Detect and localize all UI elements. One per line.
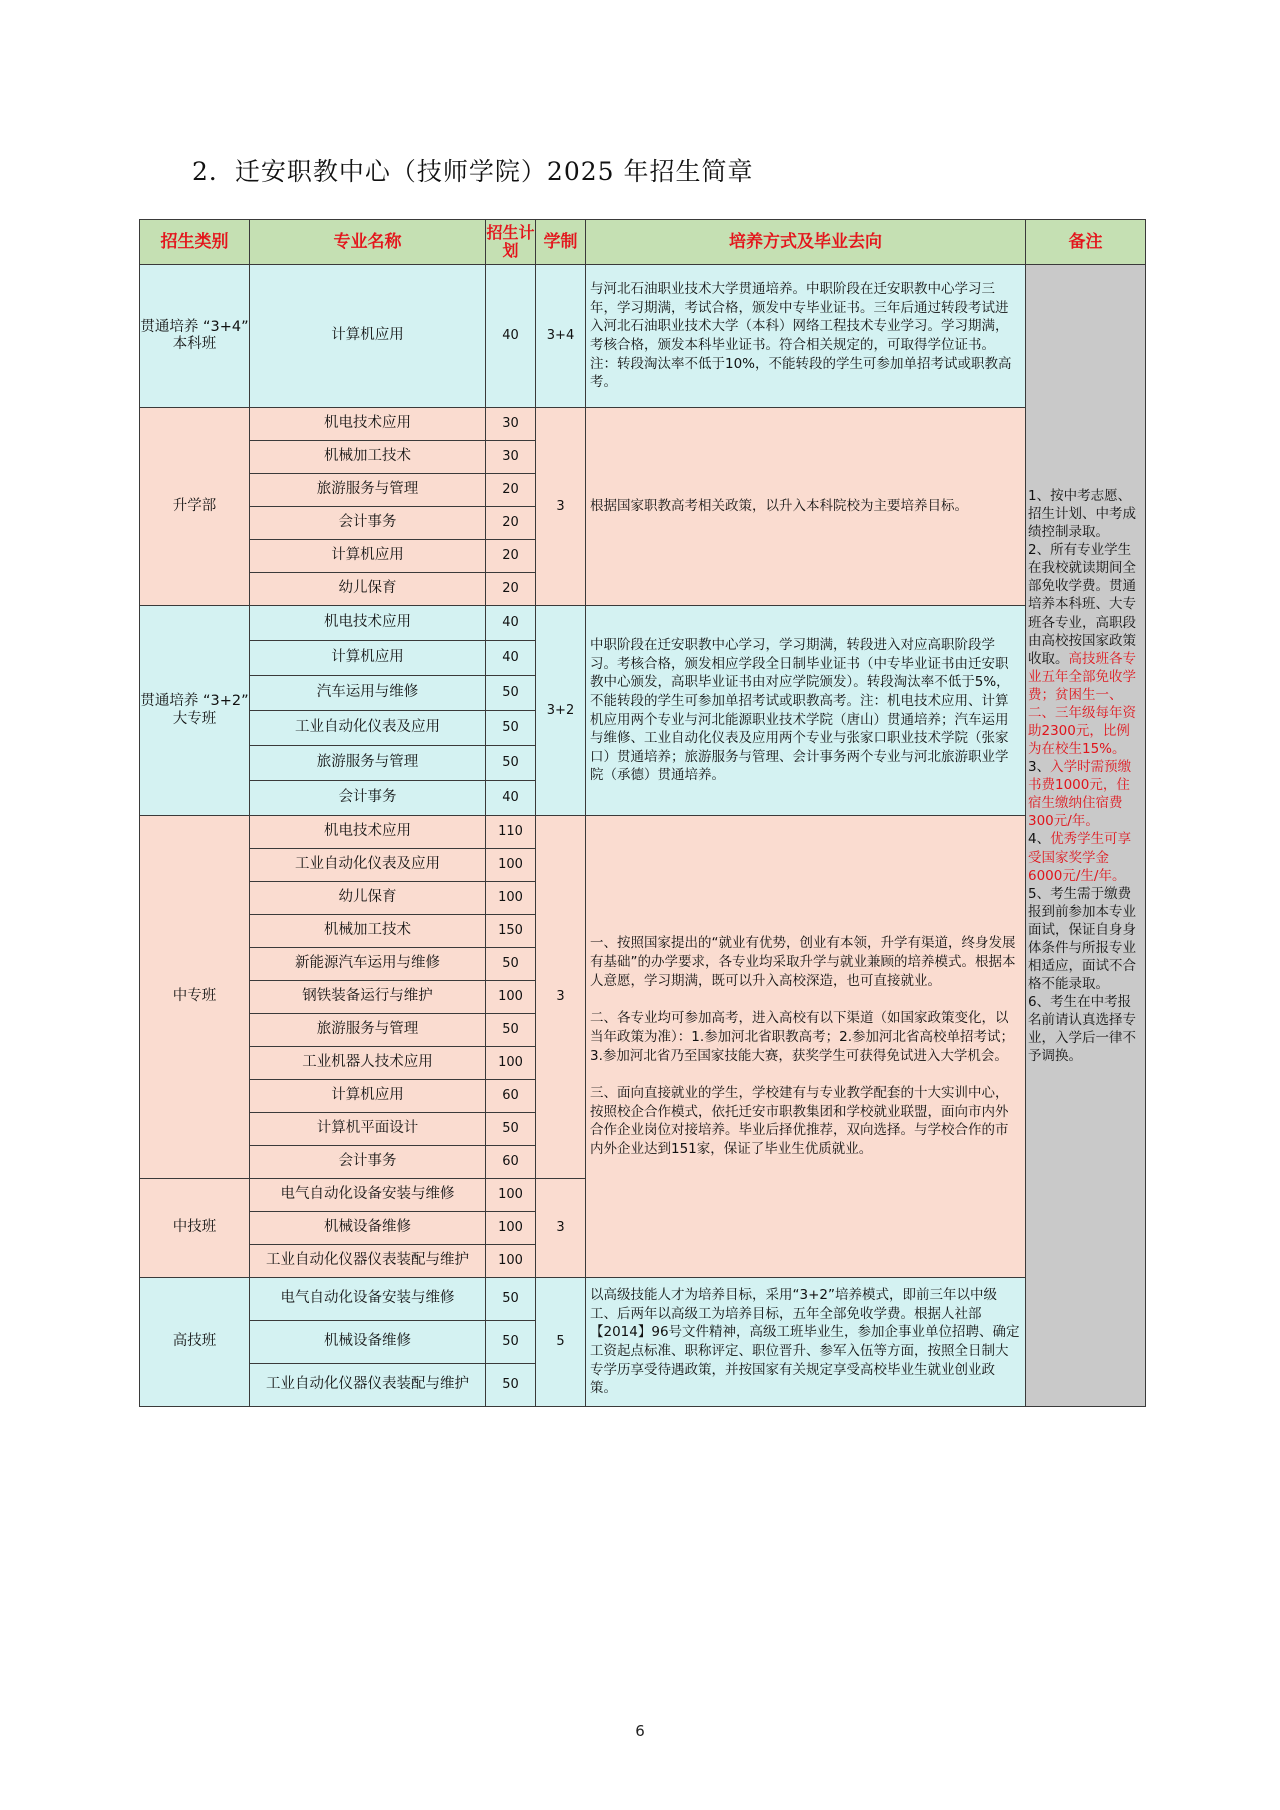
major-name: 幼儿保育 xyxy=(250,882,486,915)
major-name: 工业自动化仪器仪表装配与维护 xyxy=(250,1245,486,1278)
major-name: 工业自动化仪表及应用 xyxy=(250,849,486,882)
plan-count: 100 xyxy=(486,981,536,1014)
major-name: 工业机器人技术应用 xyxy=(250,1047,486,1080)
major-name: 会计事务 xyxy=(250,507,486,540)
header-training: 培养方式及毕业去向 xyxy=(586,220,1026,265)
major-name: 机电技术应用 xyxy=(250,606,486,641)
table-header-row xyxy=(140,220,1146,265)
description-paragraph: 中职阶段在迁安职教中心学习，学习期满，转段进入对应高职阶段学习。考核合格，颁发相应学段全日制毕业证书（中专毕业证书由迁安职教中心颁发，高职毕业证书由对应学院颁发）。转段淘汰率不低于5%，不能转段的学生可参加单招考试或职教高考。注：机电技术应用、计算机应用两个专业与河北能源职业技术学院（唐山）贯通培养；汽车运用与维修、工业自动化仪表及应用两个专业与张家口职业技术学院（张家口）贯通培养；旅游服务与管理、会计事务两个专业与河北旅游职业学院（承德）贯通培养。 xyxy=(590,637,1010,784)
major-name: 机械加工技术 xyxy=(250,441,486,474)
major-name: 计算机应用 xyxy=(250,1080,486,1113)
table-row xyxy=(140,816,1146,849)
note-2-highlight-tuition: 高技班各专业五年全部免收学费； xyxy=(1028,650,1136,703)
note-4-highlight: 优秀学生可享受国家奖学金6000元/生/年。 xyxy=(1028,831,1132,884)
training-description xyxy=(586,1278,1026,1407)
admissions-table xyxy=(139,219,1146,1407)
plan-count: 20 xyxy=(486,573,536,606)
category-cell: 升学部 xyxy=(140,408,250,606)
training-description xyxy=(586,408,1026,606)
major-name: 机械设备维修 xyxy=(250,1321,486,1364)
plan-count: 20 xyxy=(486,540,536,573)
major-name: 钢铁装备运行与维护 xyxy=(250,981,486,1014)
plan-count: 40 xyxy=(486,781,536,816)
plan-count: 100 xyxy=(486,849,536,882)
header-plan: 招生计划 xyxy=(486,220,536,265)
table-row xyxy=(140,265,1146,408)
years-cell: 3 xyxy=(536,816,586,1179)
plan-count: 100 xyxy=(486,1179,536,1212)
note-3 xyxy=(1028,758,1143,830)
header-major: 专业名称 xyxy=(250,220,486,265)
plan-count: 30 xyxy=(486,408,536,441)
header-notes: 备注 xyxy=(1026,220,1146,265)
major-name: 机电技术应用 xyxy=(250,408,486,441)
plan-count: 50 xyxy=(486,1321,536,1364)
major-name: 电气自动化设备安装与维修 xyxy=(250,1278,486,1321)
table-row xyxy=(140,606,1146,641)
table-row xyxy=(140,1278,1146,1321)
years-cell: 3 xyxy=(536,408,586,606)
plan-count: 100 xyxy=(486,1047,536,1080)
plan-count: 60 xyxy=(486,1080,536,1113)
major-name: 工业自动化仪表及应用 xyxy=(250,711,486,746)
training-description xyxy=(586,265,1026,408)
category-cell: 中专班 xyxy=(140,816,250,1179)
plan-count: 150 xyxy=(486,915,536,948)
category-cell: 高技班 xyxy=(140,1278,250,1407)
category-cell: 贯通培养 “3+4” 本科班 xyxy=(140,265,250,408)
header-category: 招生类别 xyxy=(140,220,250,265)
note-2-highlight-aid: 贫困生一、二、三年级每年资助2300元，比例为在校生15%。 xyxy=(1028,686,1136,758)
plan-count: 100 xyxy=(486,1245,536,1278)
plan-count: 50 xyxy=(486,711,536,746)
description-paragraph: 以高级技能人才为培养目标，采用“3+2”培养模式，即前三年以中级工、后两年以高级工为培养目标，五年全部免收学费。根据人社部【2014】96号文件精神，高级工班毕业生，参加企事业单位招聘、确定工资起点标准、职称评定、职位晋升、参军入伍等方面，按照全日制大专学历享受待遇政策，并按国家有关规定享受高校毕业生就业创业政策。 xyxy=(590,1287,1020,1397)
plan-count: 50 xyxy=(486,948,536,981)
plan-count: 50 xyxy=(486,1278,536,1321)
plan-count: 20 xyxy=(486,474,536,507)
plan-count: 40 xyxy=(486,265,536,408)
description-paragraph: 一、按照国家提出的“就业有优势，创业有本领，升学有渠道，终身发展有基础”的办学要求，各专业均采取升学与就业兼顾的培养模式。根据本人意愿，学习期满，既可以升入高校深造，也可直接就业。 xyxy=(590,935,1016,989)
note-2-text: 2、所有专业学生在我校就读期间全部免收学费。贯通培养本科班、大专班各专业，高职段由高校按国家政策收取。 xyxy=(1028,542,1136,667)
years-cell: 3 xyxy=(536,1179,586,1278)
header-years: 学制 xyxy=(536,220,586,265)
major-name: 机械设备维修 xyxy=(250,1212,486,1245)
major-name: 会计事务 xyxy=(250,1146,486,1179)
note-3-highlight: 入学时需预缴书费1000元，住宿生缴纳住宿费300元/年。 xyxy=(1028,759,1132,830)
plan-count: 100 xyxy=(486,1212,536,1245)
plan-count: 40 xyxy=(486,606,536,641)
note-2 xyxy=(1028,541,1143,758)
description-paragraph: 根据国家职教高考相关政策，以升入本科院校为主要培养目标。 xyxy=(590,498,968,515)
years-cell: 3+4 xyxy=(536,265,586,408)
plan-count: 50 xyxy=(486,1014,536,1047)
major-name: 工业自动化仪器仪表装配与维护 xyxy=(250,1364,486,1407)
major-name: 汽车运用与维修 xyxy=(250,676,486,711)
note-3-number: 3、 xyxy=(1028,759,1051,776)
major-name: 计算机应用 xyxy=(250,641,486,676)
training-description xyxy=(586,606,1026,816)
years-cell: 3+2 xyxy=(536,606,586,816)
training-description xyxy=(586,816,1026,1278)
plan-count: 100 xyxy=(486,882,536,915)
major-name: 计算机平面设计 xyxy=(250,1113,486,1146)
major-name: 机械加工技术 xyxy=(250,915,486,948)
description-paragraph: 二、各专业均可参加高考，进入高校有以下渠道（如国家政策变化，以当年政策为准）：1.参加河北省职教高考；2.参加河北省高校单招考试；3.参加河北省乃至国家技能大赛，获奖学生可获得免试进入大学机会。 xyxy=(590,1010,1015,1064)
category-cell: 中技班 xyxy=(140,1179,250,1278)
note-6: 6、考生在中考报名前请认真选择专业，入学后一律不予调换。 xyxy=(1028,994,1136,1065)
major-name: 电气自动化设备安装与维修 xyxy=(250,1179,486,1212)
page-title: 2．迁安职教中心（技师学院）2025 年招生简章 xyxy=(192,157,754,186)
note-1: 1、按中考志愿、招生计划、中考成绩控制录取。 xyxy=(1028,488,1136,541)
plan-count: 20 xyxy=(486,507,536,540)
major-name: 幼儿保育 xyxy=(250,573,486,606)
plan-count: 110 xyxy=(486,816,536,849)
description-paragraph: 与河北石油职业技术大学贯通培养。中职阶段在迁安职教中心学习三年，学习期满，考试合格，颁发中专毕业证书。三年后通过转段考试进入河北石油职业技术大学（本科）网络工程技术专业学习。学习期满，考核合格，颁发本科毕业证书。符合相关规定的，可取得学位证书。注：转段淘汰率不低于10%，不能转段的学生可参加单招考试或职教高考。 xyxy=(590,281,1012,391)
plan-count: 30 xyxy=(486,441,536,474)
plan-count: 50 xyxy=(486,746,536,781)
plan-count: 50 xyxy=(486,1364,536,1407)
plan-count: 40 xyxy=(486,641,536,676)
page-number: 6 xyxy=(635,1722,645,1740)
major-name: 会计事务 xyxy=(250,781,486,816)
plan-count: 50 xyxy=(486,676,536,711)
major-name: 旅游服务与管理 xyxy=(250,1014,486,1047)
note-4 xyxy=(1028,830,1143,884)
major-name: 新能源汽车运用与维修 xyxy=(250,948,486,981)
notes-cell xyxy=(1026,265,1146,1407)
description-paragraph: 三、面向直接就业的学生，学校建有与专业教学配套的十大实训中心，按照校企合作模式，依托迁安市职教集团和学校就业联盟，面向市内外合作企业岗位对接培养。毕业后择优推荐，双向选择。与学校合作的市内外企业达到151家，保证了毕业生优质就业。 xyxy=(590,1085,1009,1157)
major-name: 计算机应用 xyxy=(250,540,486,573)
major-name: 旅游服务与管理 xyxy=(250,474,486,507)
plan-count: 60 xyxy=(486,1146,536,1179)
note-5: 5、考生需于缴费报到前参加本专业面试，保证自身身体条件与所报专业相适应，面试不合格不能录取。 xyxy=(1028,885,1136,993)
years-cell: 5 xyxy=(536,1278,586,1407)
category-cell: 贯通培养 “3+2” 大专班 xyxy=(140,606,250,816)
plan-count: 50 xyxy=(486,1113,536,1146)
note-4-number: 4、 xyxy=(1028,831,1051,848)
major-name: 旅游服务与管理 xyxy=(250,746,486,781)
major-name: 机电技术应用 xyxy=(250,816,486,849)
table-row xyxy=(140,408,1146,441)
major-name: 计算机应用 xyxy=(250,265,486,408)
